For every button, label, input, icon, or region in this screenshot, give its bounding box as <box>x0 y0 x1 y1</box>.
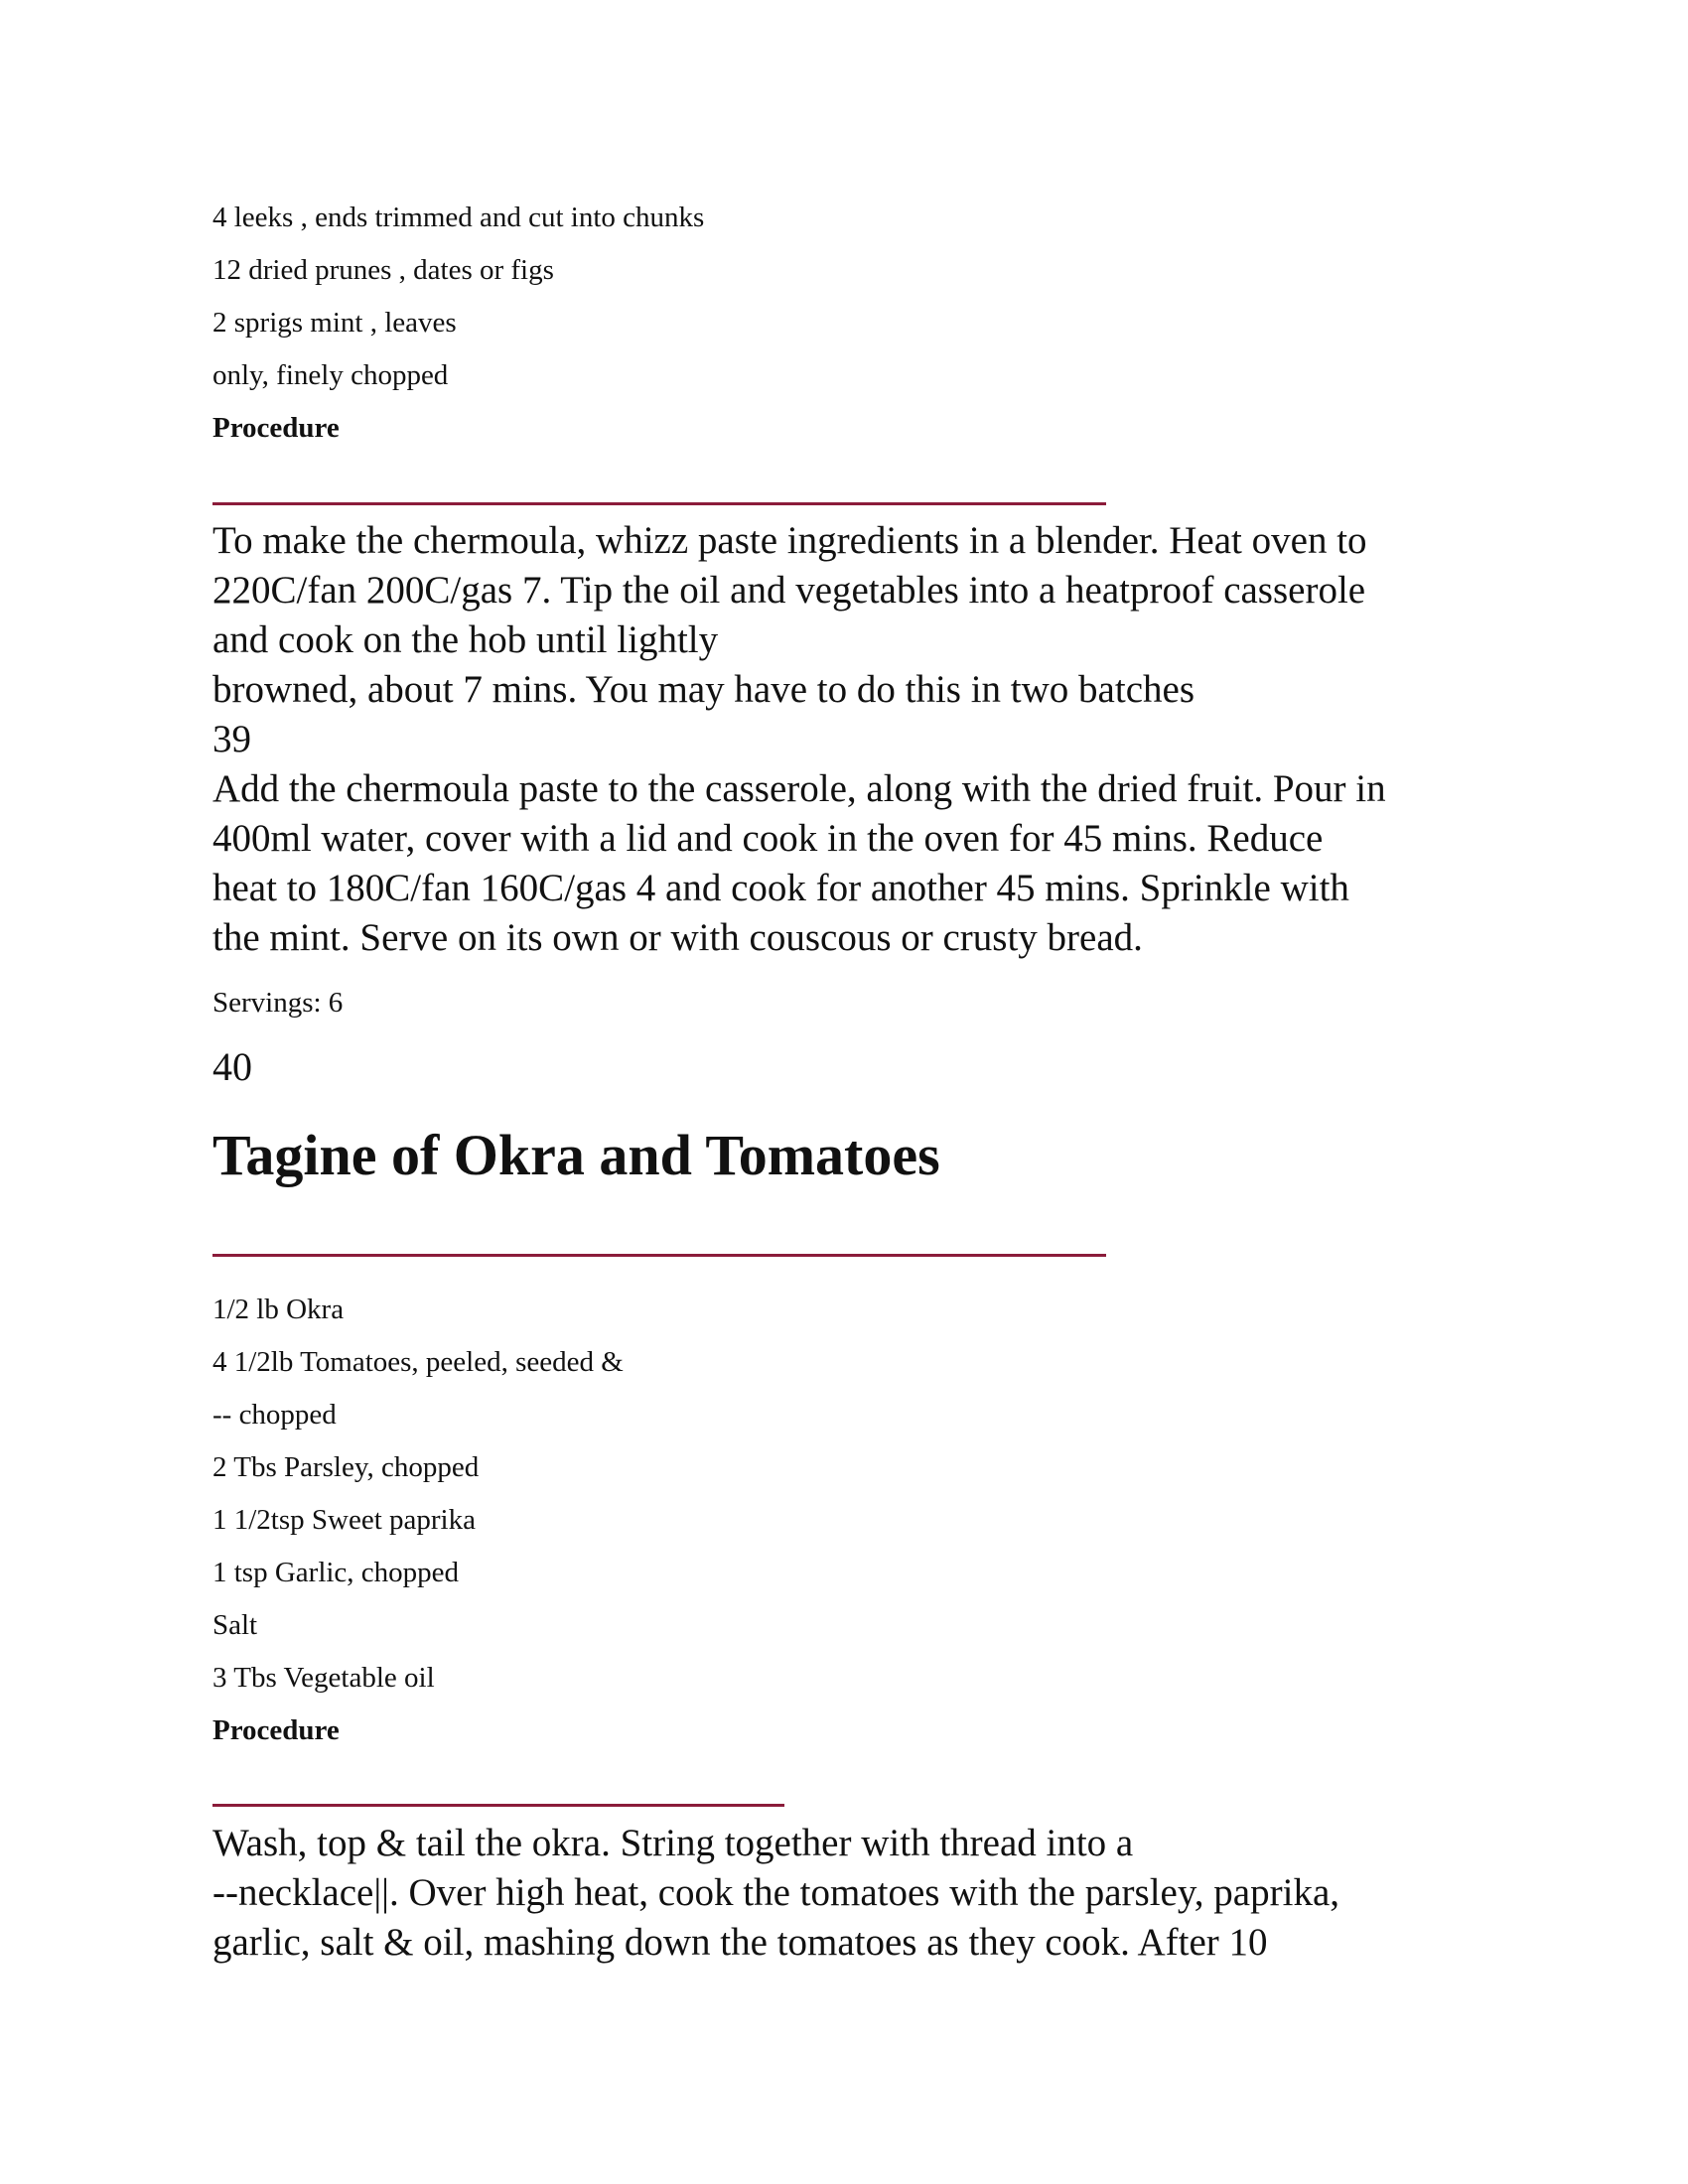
section-divider <box>212 502 1106 505</box>
ingredient-line: 2 Tbs Parsley, chopped <box>212 1451 480 1483</box>
ingredient-line: 3 Tbs Vegetable oil <box>212 1662 435 1694</box>
ingredient-line: 2 sprigs mint , leaves <box>212 307 457 339</box>
paragraph-line: heat to 180C/fan 160C/gas 4 and cook for another 45 mins. Sprinkle with <box>212 867 1349 909</box>
ingredient-line: only, finely chopped <box>212 359 449 391</box>
ingredient-line: Salt <box>212 1609 258 1641</box>
paragraph-line: browned, about 7 mins. You may have to do this in two batches <box>212 668 1195 711</box>
ingredient-line: 1 tsp Garlic, chopped <box>212 1557 460 1588</box>
paragraph-line: --necklace||. Over high heat, cook the tomatoes with the parsley, paprika, <box>212 1871 1339 1914</box>
ingredient-line: 4 leeks , ends trimmed and cut into chunks <box>212 202 705 233</box>
paragraph-line: 220C/fan 200C/gas 7. Tip the oil and vegetables into a heatproof casserole <box>212 569 1366 612</box>
servings-text: Servings: 6 <box>212 987 344 1019</box>
paragraph-line: Add the chermoula paste to the casserole, along with the dried fruit. Pour in <box>212 767 1386 810</box>
procedure-paragraph <box>212 1819 1339 1968</box>
section-divider <box>212 1254 1106 1257</box>
paragraph-line: garlic, salt & oil, mashing down the tomatoes as they cook. After 10 <box>212 1921 1268 1964</box>
recipe-title: Tagine of Okra and Tomatoes <box>212 1123 940 1187</box>
ingredient-line: 1 1/2tsp Sweet paprika <box>212 1504 476 1536</box>
paragraph-line: and cook on the hob until lightly <box>212 618 719 661</box>
procedure-paragraph <box>212 516 1386 963</box>
ingredient-line: 4 1/2lb Tomatoes, peeled, seeded & <box>212 1346 624 1378</box>
document-page <box>212 0 1503 2184</box>
procedure-heading: Procedure <box>212 1714 340 1746</box>
paragraph-line: 39 <box>212 718 251 760</box>
section-divider <box>212 1804 784 1807</box>
paragraph-line: 400ml water, cover with a lid and cook in the oven for 45 mins. Reduce <box>212 817 1324 860</box>
ingredient-line: 12 dried prunes , dates or figs <box>212 254 554 286</box>
page-number: 40 <box>212 1044 252 1089</box>
paragraph-line: To make the chermoula, whizz paste ingredients in a blender. Heat oven to <box>212 519 1367 562</box>
paragraph-line: the mint. Serve on its own or with couscous or crusty bread. <box>212 916 1143 959</box>
ingredient-line: -- chopped <box>212 1399 337 1431</box>
procedure-heading: Procedure <box>212 412 340 444</box>
paragraph-line: Wash, top & tail the okra. String together with thread into a <box>212 1822 1134 1864</box>
ingredient-line: 1/2 lb Okra <box>212 1294 345 1325</box>
